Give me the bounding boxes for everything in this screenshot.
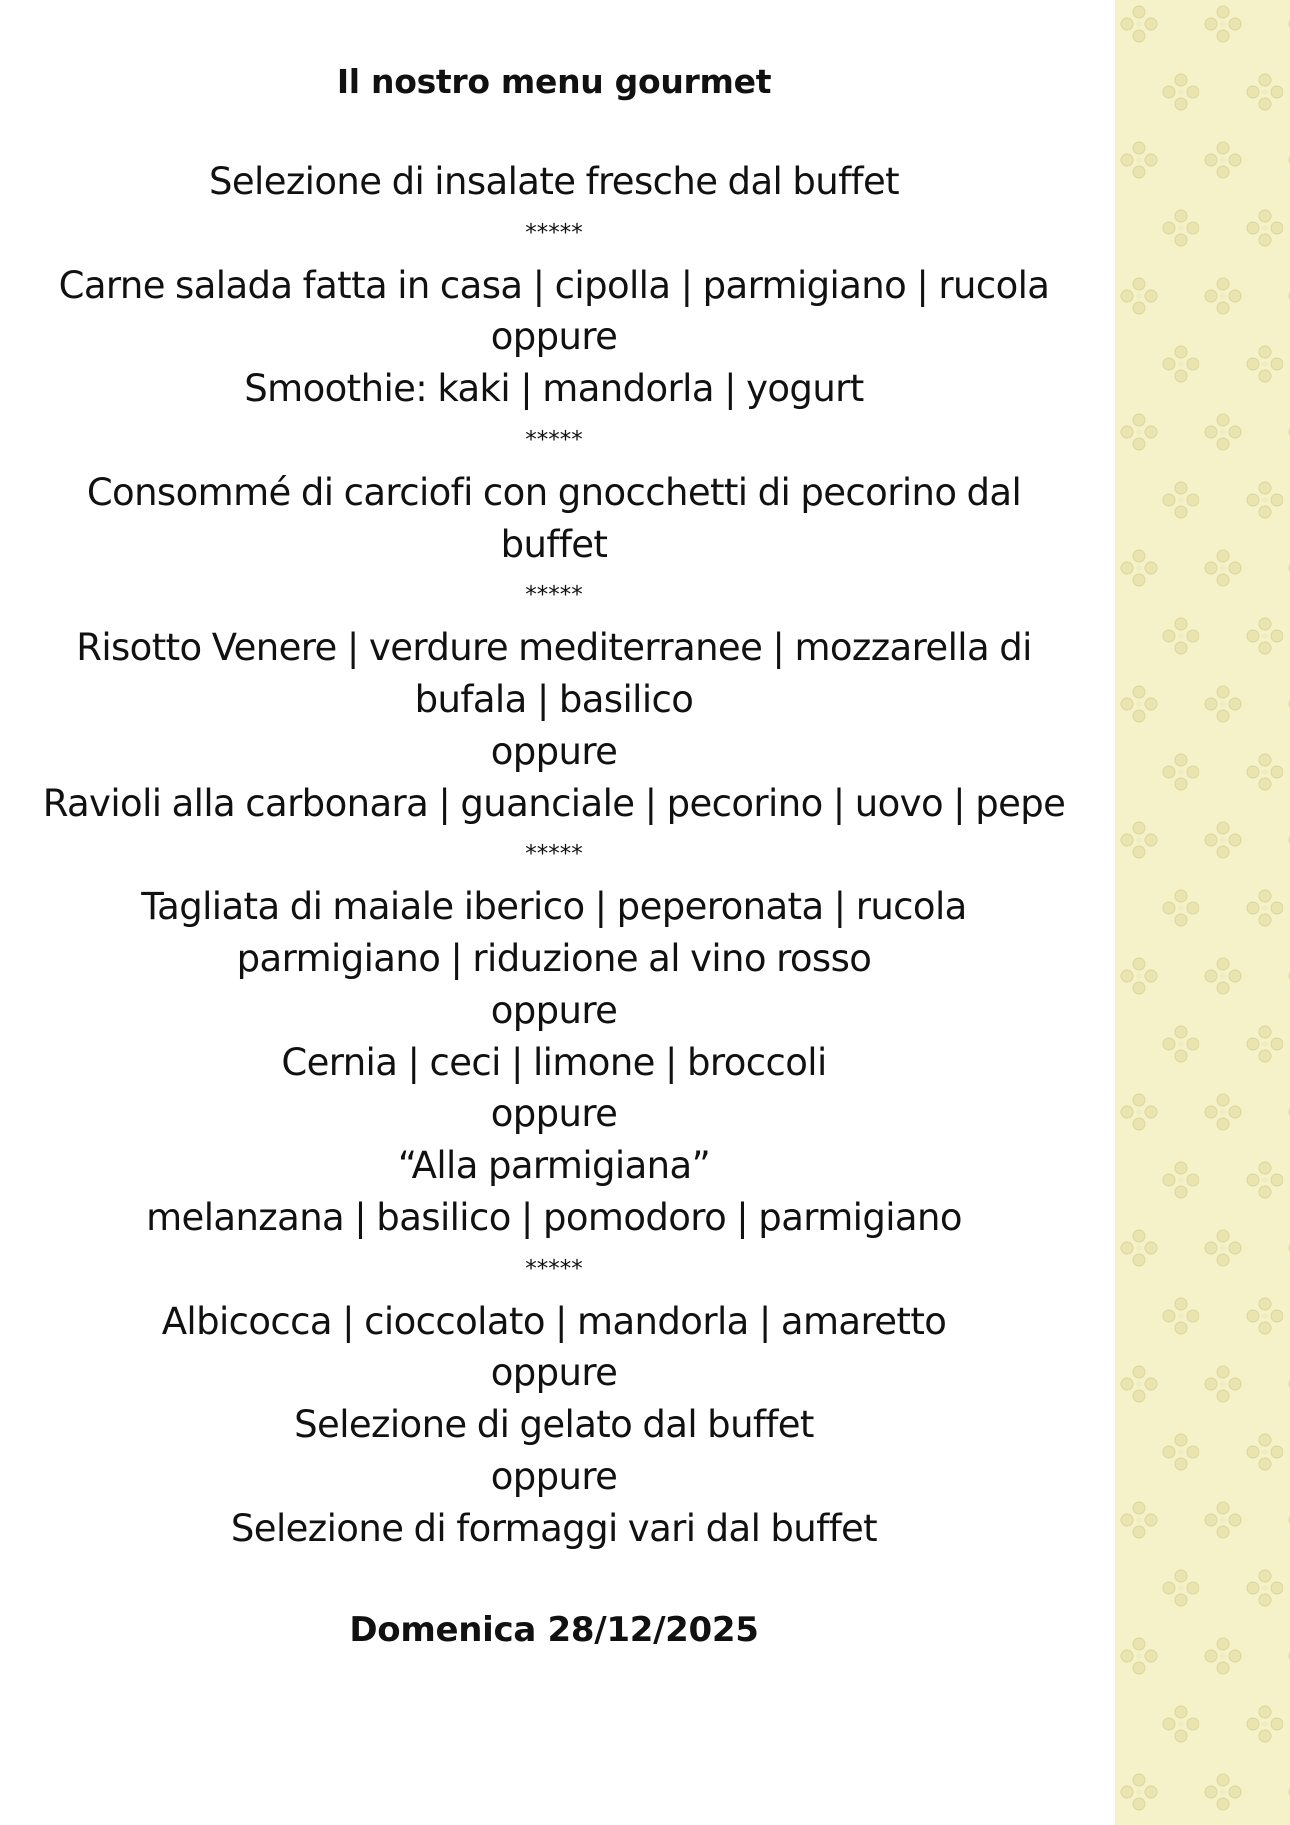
decorative-pattern-strip (1115, 0, 1290, 1825)
alternative-label: oppure (490, 729, 618, 773)
menu-line: Carne salada fatta in casa | cipolla | parmigiano | rucola (58, 263, 1050, 307)
alternative-label: oppure (490, 1454, 618, 1498)
menu-line: Tagliata di maiale iberico | peperonata | rucola (141, 885, 967, 929)
menu-date: Domenica 28/12/2025 (349, 1610, 759, 1650)
menu-line: Selezione di insalate fresche dal buffet (208, 160, 900, 203)
menu-line: Smoothie: kaki | mandorla | yogurt (244, 367, 864, 411)
menu-lines (0, 156, 1108, 1555)
floral-pattern (1115, 0, 1290, 1825)
menu-line: bufala | basilico (414, 677, 694, 721)
menu-line: Ravioli alla carbonara | guanciale | pecorino | uovo | pepe (42, 781, 1066, 825)
course-separator: ***** (525, 582, 583, 609)
menu-line: melanzana | basilico | pomodoro | parmigiano (146, 1195, 962, 1239)
alternative-label: oppure (490, 988, 618, 1032)
course-separator: ***** (525, 841, 583, 868)
menu-title: Il nostro menu gourmet (336, 62, 772, 101)
menu-line: Consommé di carciofi con gnocchetti di pecorino dal (86, 470, 1022, 514)
menu-line: Selezione di formaggi vari dal buffet (230, 1506, 878, 1550)
menu-line: Selezione di gelato dal buffet (294, 1403, 814, 1447)
menu-line: parmigiano | riduzione al vino rosso (236, 936, 872, 980)
course-separator: ***** (525, 219, 583, 246)
menu-line: Risotto Venere | verdure mediterranee | mozzarella di (76, 626, 1032, 670)
menu-line: Albicocca | cioccolato | mandorla | amaretto (161, 1299, 947, 1343)
course-separator: ***** (525, 426, 583, 453)
course-separator: ***** (525, 1255, 583, 1282)
alternative-label: oppure (490, 1351, 618, 1395)
menu-line: buffet (500, 522, 608, 566)
alternative-label: oppure (490, 315, 618, 359)
menu-line: Cernia | ceci | limone | broccoli (281, 1040, 827, 1084)
alternative-label: oppure (490, 1092, 618, 1136)
menu-line: “Alla parmigiana” (397, 1144, 711, 1188)
